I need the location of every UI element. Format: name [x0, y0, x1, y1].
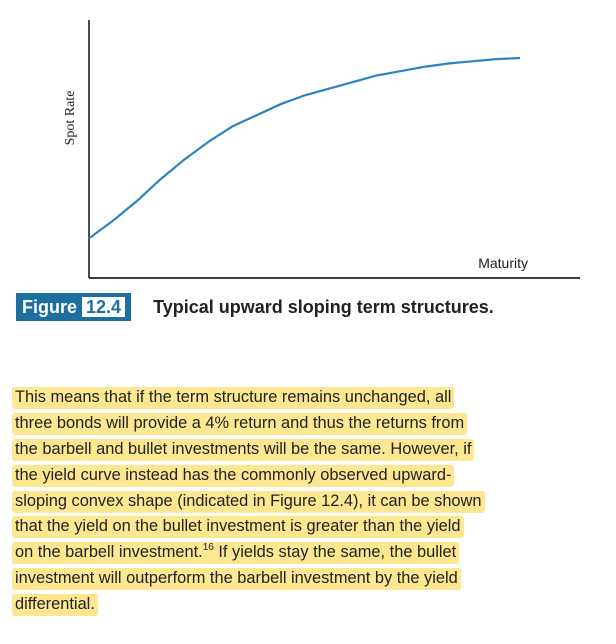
figure-label: Figure: [22, 297, 78, 317]
paragraph-line: [12, 385, 612, 411]
spot-rate-curve: [89, 58, 520, 238]
highlight: investment will outperform the barbell investment by the yield: [12, 568, 461, 590]
paragraph-line: [12, 437, 612, 463]
highlight: sloping convex shape (indicated in Figure 12.4), it can be shown: [12, 491, 485, 513]
term-structure-chart: [0, 0, 616, 290]
highlight: differential.: [12, 594, 98, 616]
y-axis-label: Spot Rate: [63, 90, 78, 146]
paragraph-line: [12, 411, 612, 437]
line-text-tail: If yields stay the same, the bullet: [213, 543, 457, 562]
highlight: the yield curve instead has the commonly observed upward-: [12, 465, 454, 487]
paragraph-line: [12, 540, 612, 566]
highlighted-paragraph: [12, 385, 612, 618]
highlight: that the yield on the bullet investment is greater than the yield: [12, 516, 464, 538]
paragraph-line: [12, 514, 612, 540]
figure-caption: [16, 293, 494, 321]
line-text: on the barbell investment.: [15, 543, 203, 562]
paragraph-line: [12, 566, 612, 592]
highlight: three bonds will provide a 4% return and thus the returns from: [12, 413, 467, 435]
highlight: This means that if the term structure remains unchanged, all: [12, 387, 454, 409]
figure-number: 12.4: [82, 297, 125, 317]
paragraph-line: [12, 592, 612, 618]
figure-label-box: [16, 293, 131, 321]
highlight: [12, 542, 459, 564]
paragraph-line: [12, 463, 612, 489]
figure-title: Typical upward sloping term structures.: [153, 296, 494, 317]
paragraph-line: [12, 489, 612, 515]
highlight: the barbell and bullet investments will be the same. However, if: [12, 439, 474, 461]
footnote-marker: 16: [202, 541, 214, 553]
x-axis-label: Maturity: [478, 255, 528, 271]
